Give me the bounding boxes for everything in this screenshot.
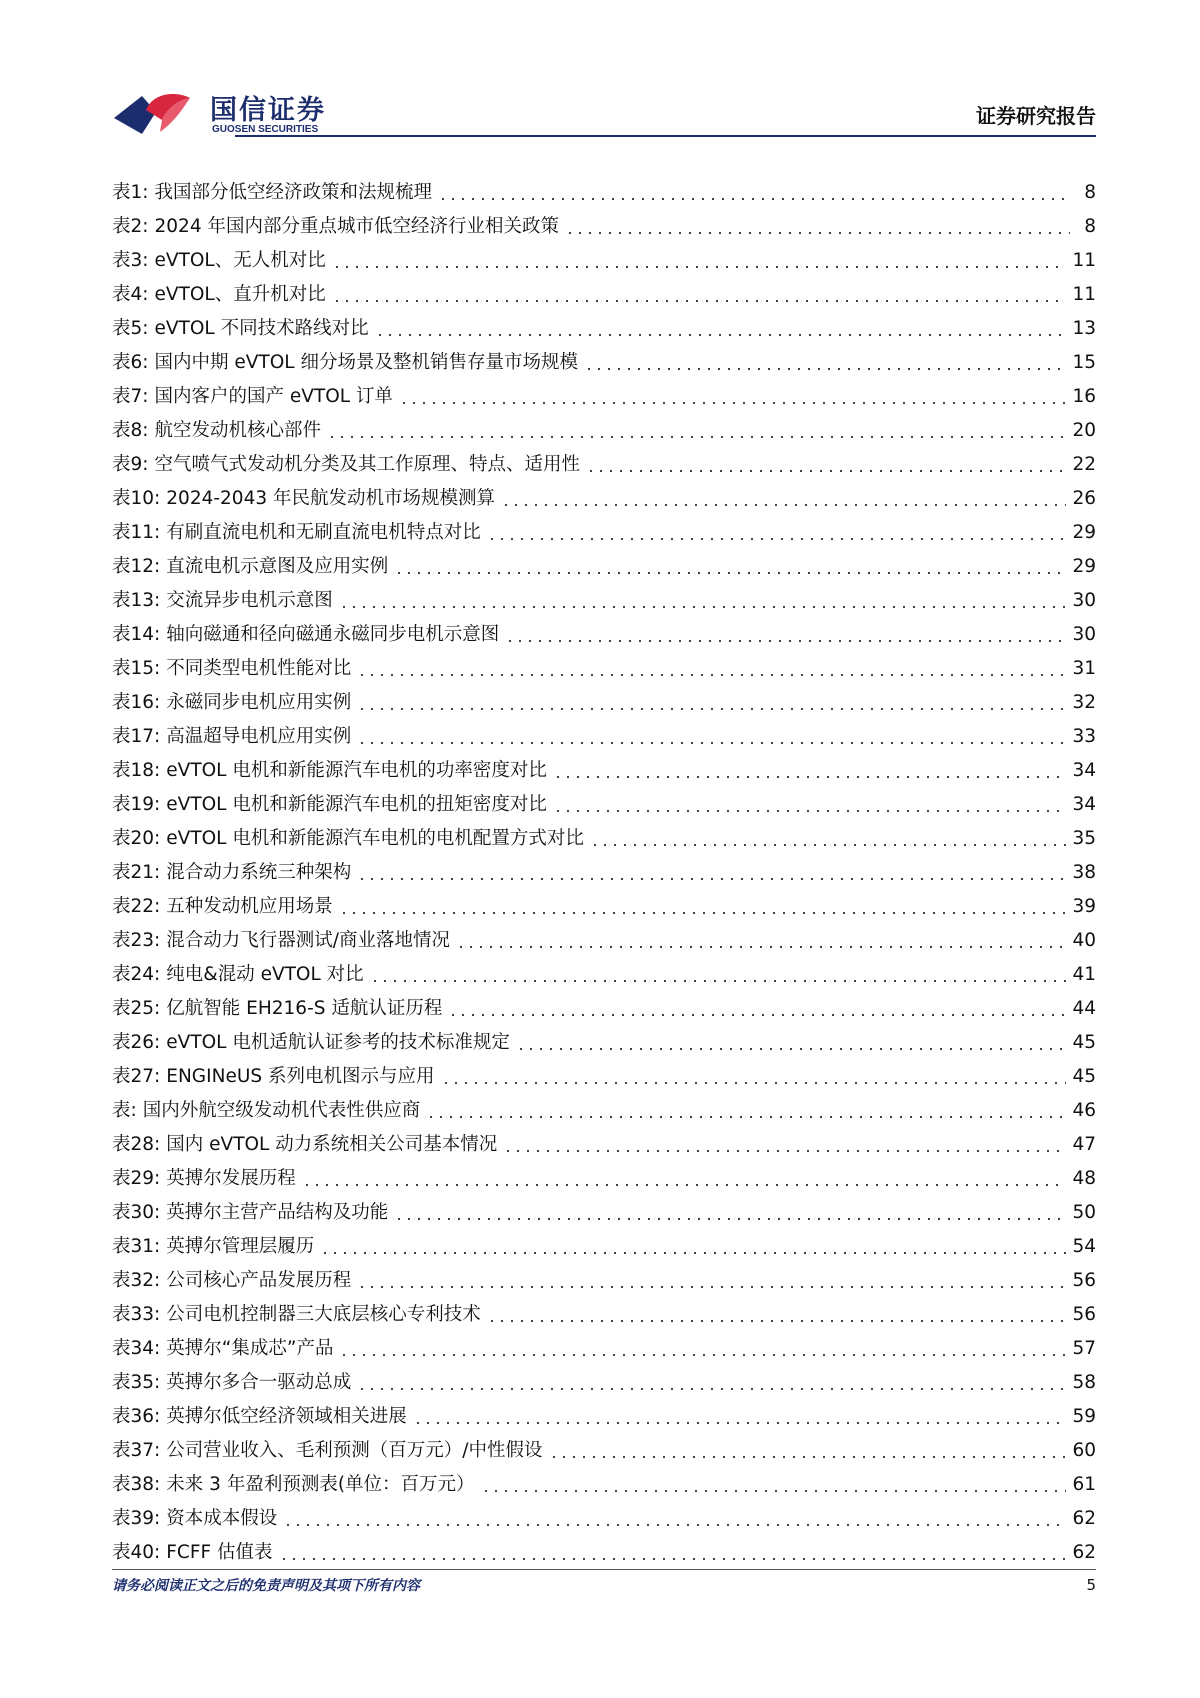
- toc-entry-page: 56: [1072, 1304, 1096, 1325]
- toc-dot-leader: [357, 708, 1066, 710]
- toc-entry-page: 46: [1072, 1100, 1096, 1121]
- toc-entry-number: 表3:: [112, 250, 149, 271]
- toc-entry[interactable]: [112, 1123, 1096, 1157]
- toc-entry[interactable]: [112, 579, 1096, 613]
- footer-disclaimer: 请务必阅读正文之后的免责声明及其项下所有内容: [112, 1578, 420, 1594]
- toc-dot-leader: [413, 1422, 1067, 1424]
- toc-entry-number: 表38:: [112, 1474, 161, 1495]
- toc-dot-leader: [357, 674, 1066, 676]
- toc-dot-leader: [357, 878, 1066, 880]
- toc-dot-leader: [584, 368, 1066, 370]
- toc-dot-leader: [283, 1524, 1066, 1526]
- toc-entry[interactable]: [112, 1293, 1096, 1327]
- toc-entry-number: 表24:: [112, 964, 161, 985]
- toc-entry-number: 表27:: [112, 1066, 161, 1087]
- toc-entry[interactable]: [112, 477, 1096, 511]
- toc-entry[interactable]: [112, 681, 1096, 715]
- toc-entry-page: 8: [1084, 216, 1096, 237]
- toc-entry-number: 表26:: [112, 1032, 161, 1053]
- toc-entry-number: 表9:: [112, 454, 149, 475]
- toc-entry-page: 57: [1072, 1338, 1096, 1359]
- toc-entry-page: 54: [1072, 1236, 1096, 1257]
- toc-entry[interactable]: [112, 987, 1096, 1021]
- toc-entry-title: 国内客户的国产 eVTOL 订单: [154, 386, 393, 407]
- toc-entry-number: 表39:: [112, 1508, 161, 1529]
- toc-entry-page: 16: [1072, 386, 1096, 407]
- brand-name-cn: 国信证券: [210, 95, 326, 126]
- footer-divider: [112, 1569, 1096, 1570]
- toc-entry-title: eVTOL 电机和新能源汽车电机的扭矩密度对比: [166, 794, 547, 815]
- toc-entry[interactable]: [112, 919, 1096, 953]
- toc-dot-leader: [501, 504, 1066, 506]
- toc-dot-leader: [448, 1014, 1066, 1016]
- toc-entry-page: 11: [1072, 284, 1096, 305]
- toc-entry-page: 34: [1072, 760, 1096, 781]
- toc-dot-leader: [375, 334, 1067, 336]
- toc-entry-page: 15: [1072, 352, 1096, 373]
- toc-entry-number: 表11:: [112, 522, 161, 543]
- toc-entry-page: 47: [1072, 1134, 1096, 1155]
- toc-entry[interactable]: [112, 1429, 1096, 1463]
- toc-entry[interactable]: [112, 749, 1096, 783]
- toc-entry-number: 表10:: [112, 488, 161, 509]
- toc-entry-page: 45: [1072, 1032, 1096, 1053]
- toc-entry-page: 62: [1072, 1542, 1096, 1563]
- toc-entry-number: 表:: [112, 1100, 137, 1121]
- toc-entry-number: 表15:: [112, 658, 161, 679]
- toc-entry[interactable]: [112, 1395, 1096, 1429]
- toc-entry-title: 混合动力系统三种架构: [166, 862, 352, 883]
- toc-dot-leader: [320, 1252, 1066, 1254]
- page-header: [112, 80, 1096, 142]
- toc-entry[interactable]: [112, 953, 1096, 987]
- toc-entry-page: 60: [1072, 1440, 1096, 1461]
- toc-entry-page: 29: [1072, 522, 1096, 543]
- toc-dot-leader: [394, 1218, 1066, 1220]
- toc-entry-page: 44: [1072, 998, 1096, 1019]
- toc-dot-leader: [487, 1320, 1067, 1322]
- toc-entry[interactable]: [112, 205, 1096, 239]
- toc-dot-leader: [516, 1048, 1067, 1050]
- toc-entry-title: eVTOL 电机和新能源汽车电机的功率密度对比: [166, 760, 547, 781]
- toc-dot-leader: [549, 1456, 1067, 1458]
- toc-entry-page: 30: [1072, 590, 1096, 611]
- toc-entry-number: 表25:: [112, 998, 161, 1019]
- toc-entry[interactable]: [112, 647, 1096, 681]
- toc-entry[interactable]: [112, 783, 1096, 817]
- toc-entry-title: 高温超导电机应用实例: [166, 726, 352, 747]
- toc-entry-title: 空气喷气式发动机分类及其工作原理、特点、适用性: [154, 454, 581, 475]
- toc-entry-title: 国内中期 eVTOL 细分场景及整机销售存量市场规模: [154, 352, 578, 373]
- toc-entry-title: 亿航智能 EH216-S 适航认证历程: [166, 998, 443, 1019]
- toc-entry-number: 表18:: [112, 760, 161, 781]
- brand-name-en: GUOSEN SECURITIES: [212, 124, 319, 135]
- toc-dot-leader: [487, 538, 1067, 540]
- toc-entry-number: 表14:: [112, 624, 161, 645]
- toc-entry-page: 41: [1072, 964, 1096, 985]
- toc-dot-leader: [357, 1286, 1066, 1288]
- toc-entry-number: 表32:: [112, 1270, 161, 1291]
- toc-entry[interactable]: [112, 375, 1096, 409]
- toc-entry-number: 表20:: [112, 828, 161, 849]
- toc-dot-leader: [456, 946, 1066, 948]
- toc-entry-page: 39: [1072, 896, 1096, 917]
- toc-entry[interactable]: [112, 851, 1096, 885]
- toc-entry-page: 32: [1072, 692, 1096, 713]
- toc-entry[interactable]: [112, 1259, 1096, 1293]
- toc-entry-page: 8: [1084, 182, 1096, 203]
- toc-entry-page: 48: [1072, 1168, 1096, 1189]
- toc-entry-title: 纯电&混动 eVTOL 对比: [166, 964, 364, 985]
- toc-entry-number: 表16:: [112, 692, 161, 713]
- toc-entry[interactable]: [112, 409, 1096, 443]
- toc-entry-page: 11: [1072, 250, 1096, 271]
- toc-entry-title: 2024 年国内部分重点城市低空经济行业相关政策: [154, 216, 559, 237]
- toc-entry-number: 表28:: [112, 1134, 161, 1155]
- toc-entry-number: 表37:: [112, 1440, 161, 1461]
- toc-entry-title: 我国部分低空经济政策和法规梳理: [154, 182, 433, 203]
- toc-entry-number: 表22:: [112, 896, 161, 917]
- toc-entry-title: eVTOL 不同技术路线对比: [154, 318, 369, 339]
- toc-entry-page: 13: [1072, 318, 1096, 339]
- toc-entry[interactable]: [112, 239, 1096, 273]
- guosen-logo-icon: [112, 88, 202, 138]
- toc-dot-leader: [339, 1354, 1066, 1356]
- toc-entry[interactable]: [112, 545, 1096, 579]
- toc-entry-title: 不同类型电机性能对比: [166, 658, 352, 679]
- toc-entry-number: 表8:: [112, 420, 149, 441]
- header-divider: [235, 135, 1096, 137]
- toc-entry-number: 表40:: [112, 1542, 161, 1563]
- toc-entry[interactable]: [112, 443, 1096, 477]
- toc-dot-leader: [357, 1388, 1066, 1390]
- toc-entry-title: 交流异步电机示意图: [166, 590, 333, 611]
- toc-entry[interactable]: [112, 1361, 1096, 1395]
- toc-dot-leader: [302, 1184, 1067, 1186]
- toc-entry-title: 永磁同步电机应用实例: [166, 692, 352, 713]
- toc-entry-number: 表1:: [112, 182, 149, 203]
- toc-entry-title: 轴向磁通和径向磁通永磁同步电机示意图: [166, 624, 500, 645]
- toc-entry-title: 公司营业收入、毛利预测（百万元）/中性假设: [166, 1440, 543, 1461]
- toc-entry-title: 2024-2043 年民航发动机市场规模测算: [166, 488, 496, 509]
- toc-entry-title: 英搏尔多合一驱动总成: [166, 1372, 352, 1393]
- toc-entry-page: 56: [1072, 1270, 1096, 1291]
- toc-dot-leader: [279, 1558, 1067, 1560]
- toc-entry-number: 表2:: [112, 216, 149, 237]
- table-of-tables: [112, 171, 1096, 1565]
- toc-entry-title: ENGINeUS 系列电机图示与应用: [166, 1066, 435, 1087]
- toc-entry[interactable]: [112, 1463, 1096, 1497]
- toc-entry-title: 混合动力飞行器测试/商业落地情况: [166, 930, 451, 951]
- toc-entry-number: 表13:: [112, 590, 161, 611]
- toc-entry-number: 表34:: [112, 1338, 161, 1359]
- toc-entry-number: 表29:: [112, 1168, 161, 1189]
- toc-dot-leader: [553, 776, 1067, 778]
- toc-entry-title: eVTOL 电机和新能源汽车电机的电机配置方式对比: [166, 828, 584, 849]
- toc-entry-title: 航空发动机核心部件: [154, 420, 322, 441]
- page-number: 5: [1086, 1576, 1096, 1594]
- toc-entry-title: 英搏尔低空经济领域相关进展: [166, 1406, 407, 1427]
- toc-dot-leader: [438, 198, 1070, 200]
- toc-dot-leader: [339, 606, 1067, 608]
- toc-dot-leader: [332, 266, 1067, 268]
- toc-entry-page: 62: [1072, 1508, 1096, 1529]
- toc-entry-page: 29: [1072, 556, 1096, 577]
- toc-entry-page: 35: [1072, 828, 1096, 849]
- toc-entry[interactable]: [112, 273, 1096, 307]
- toc-dot-leader: [565, 232, 1070, 234]
- toc-entry-title: 英搏尔发展历程: [166, 1168, 296, 1189]
- toc-entry-title: 国内外航空级发动机代表性供应商: [142, 1100, 421, 1121]
- toc-entry-number: 表4:: [112, 284, 149, 305]
- toc-entry-title: 英搏尔主营产品结构及功能: [166, 1202, 389, 1223]
- toc-entry-number: 表5:: [112, 318, 149, 339]
- toc-entry-page: 26: [1072, 488, 1096, 509]
- toc-entry[interactable]: [112, 817, 1096, 851]
- report-type-label: 证券研究报告: [976, 104, 1096, 128]
- toc-entry-number: 表12:: [112, 556, 161, 577]
- toc-entry[interactable]: [112, 1327, 1096, 1361]
- toc-entry[interactable]: [112, 1021, 1096, 1055]
- toc-entry[interactable]: [112, 1531, 1096, 1565]
- toc-entry-page: 22: [1072, 454, 1096, 475]
- toc-entry-title: 英搏尔管理层履历: [166, 1236, 315, 1257]
- toc-entry[interactable]: [112, 1497, 1096, 1531]
- toc-dot-leader: [357, 742, 1066, 744]
- toc-entry-title: eVTOL、无人机对比: [154, 250, 326, 271]
- toc-entry-page: 34: [1072, 794, 1096, 815]
- toc-entry-page: 40: [1072, 930, 1096, 951]
- toc-entry-number: 表31:: [112, 1236, 161, 1257]
- toc-dot-leader: [481, 1490, 1067, 1492]
- toc-dot-leader: [590, 844, 1067, 846]
- toc-dot-leader: [327, 436, 1066, 438]
- toc-entry-title: eVTOL、直升机对比: [154, 284, 326, 305]
- toc-dot-leader: [586, 470, 1066, 472]
- toc-entry-title: eVTOL 电机适航认证参考的技术标准规定: [166, 1032, 510, 1053]
- toc-dot-leader: [399, 402, 1066, 404]
- toc-entry[interactable]: [112, 1157, 1096, 1191]
- toc-entry-title: 国内 eVTOL 动力系统相关公司基本情况: [166, 1134, 498, 1155]
- toc-entry[interactable]: [112, 511, 1096, 545]
- toc-entry-number: 表30:: [112, 1202, 161, 1223]
- toc-entry[interactable]: [112, 171, 1096, 205]
- toc-entry-number: 表36:: [112, 1406, 161, 1427]
- toc-entry-title: 资本成本假设: [166, 1508, 278, 1529]
- toc-entry-title: 有刷直流电机和无刷直流电机特点对比: [166, 522, 481, 543]
- toc-dot-leader: [505, 640, 1066, 642]
- toc-entry-number: 表19:: [112, 794, 161, 815]
- toc-entry-number: 表23:: [112, 930, 161, 951]
- toc-entry-page: 33: [1072, 726, 1096, 747]
- toc-dot-leader: [394, 572, 1066, 574]
- toc-entry-number: 表33:: [112, 1304, 161, 1325]
- toc-entry-title: 公司核心产品发展历程: [166, 1270, 352, 1291]
- toc-entry[interactable]: [112, 613, 1096, 647]
- toc-dot-leader: [426, 1116, 1066, 1118]
- toc-entry-page: 30: [1072, 624, 1096, 645]
- toc-dot-leader: [332, 300, 1067, 302]
- toc-entry-number: 表6:: [112, 352, 149, 373]
- toc-entry[interactable]: [112, 1089, 1096, 1123]
- toc-entry-title: 直流电机示意图及应用实例: [166, 556, 389, 577]
- toc-entry-title: FCFF 估值表: [166, 1542, 273, 1563]
- toc-entry-title: 英搏尔“集成芯”产品: [166, 1338, 334, 1359]
- toc-entry[interactable]: [112, 1225, 1096, 1259]
- toc-entry-number: 表7:: [112, 386, 149, 407]
- toc-dot-leader: [441, 1082, 1067, 1084]
- toc-entry-page: 59: [1072, 1406, 1096, 1427]
- toc-entry-page: 58: [1072, 1372, 1096, 1393]
- toc-dot-leader: [503, 1150, 1066, 1152]
- toc-entry-title: 五种发动机应用场景: [166, 896, 333, 917]
- toc-entry-title: 公司电机控制器三大底层核心专利技术: [166, 1304, 481, 1325]
- toc-entry[interactable]: [112, 307, 1096, 341]
- toc-entry-page: 61: [1072, 1474, 1096, 1495]
- toc-entry-number: 表35:: [112, 1372, 161, 1393]
- toc-entry[interactable]: [112, 885, 1096, 919]
- toc-entry-page: 38: [1072, 862, 1096, 883]
- toc-entry-page: 20: [1072, 420, 1096, 441]
- toc-dot-leader: [370, 980, 1067, 982]
- toc-entry-page: 50: [1072, 1202, 1096, 1223]
- toc-entry[interactable]: [112, 1191, 1096, 1225]
- toc-entry-number: 表21:: [112, 862, 161, 883]
- toc-entry-title: 未来 3 年盈利预测表(单位：百万元）: [166, 1474, 475, 1495]
- toc-entry[interactable]: [112, 715, 1096, 749]
- toc-entry[interactable]: [112, 341, 1096, 375]
- toc-entry[interactable]: [112, 1055, 1096, 1089]
- toc-entry-page: 31: [1072, 658, 1096, 679]
- toc-dot-leader: [339, 912, 1067, 914]
- toc-entry-number: 表17:: [112, 726, 161, 747]
- toc-entry-page: 45: [1072, 1066, 1096, 1087]
- toc-dot-leader: [553, 810, 1067, 812]
